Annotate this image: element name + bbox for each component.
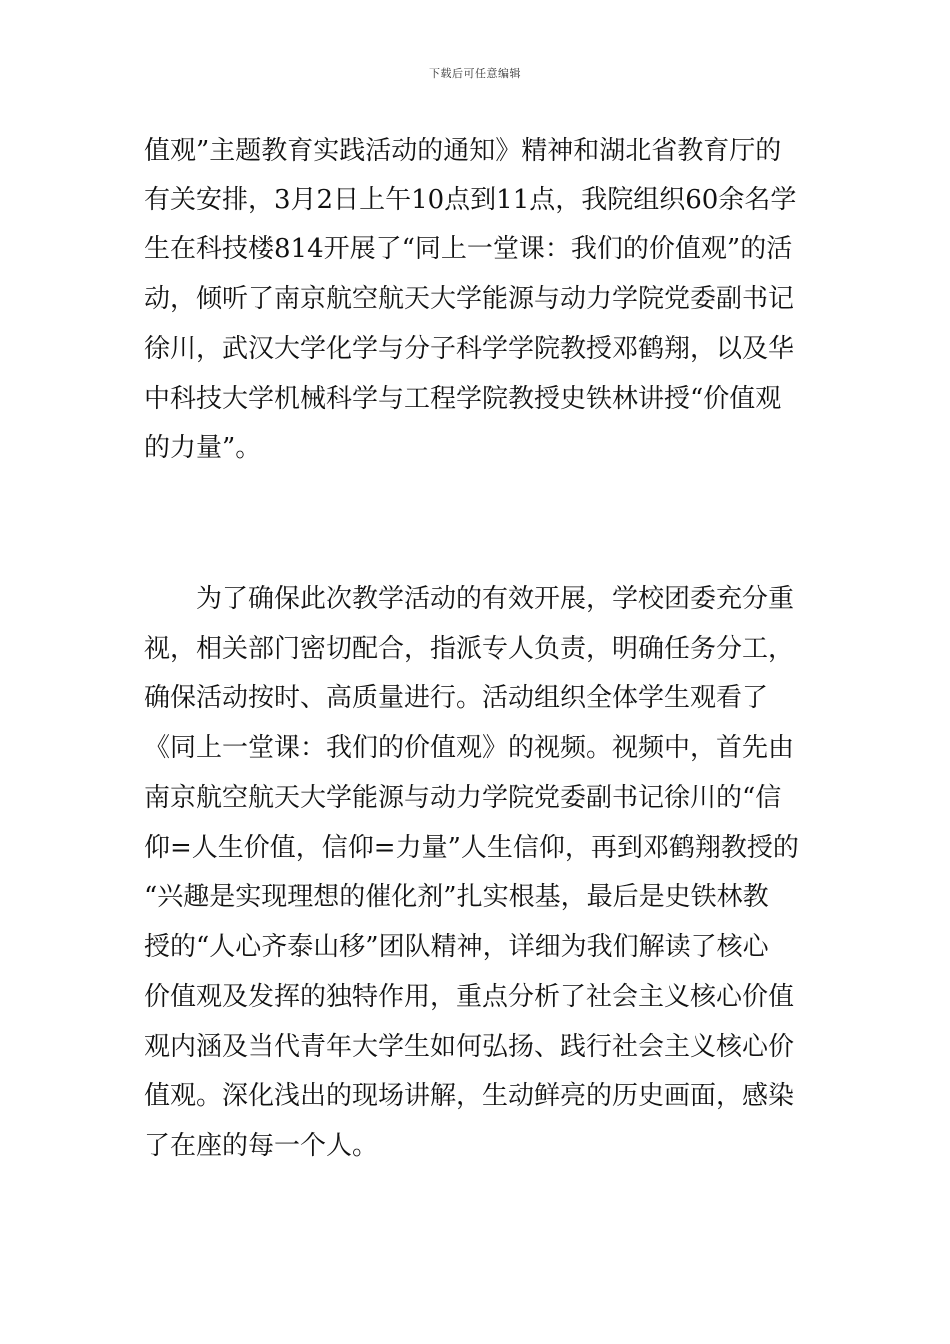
paragraph-line: 生在科技楼814开展了“同上一堂课：我们的价值观”的活	[144, 234, 793, 264]
paragraph-line: 了在座的每一个人。	[144, 1131, 379, 1161]
paragraph-line: 仰=人生价值，信仰=力量”人生信仰，再到邓鹤翔教授的	[144, 833, 799, 863]
paragraph-line: 值观”主题教育实践活动的通知》精神和湖北省教育厅的	[144, 136, 782, 166]
paragraph-line: 南京航空航天大学能源与动力学院党委副书记徐川的“信	[144, 783, 782, 813]
paragraph-line: 确保活动按时、高质量进行。活动组织全体学生观看了	[144, 683, 769, 713]
paragraph-line: 动，倾听了南京航空航天大学能源与动力学院党委副书记	[144, 284, 795, 314]
paragraph-line: 有关安排，3月2日上午10点到11点，我院组织60余名学	[144, 185, 797, 215]
paragraph-line: “兴趣是实现理想的催化剂”扎实根基，最后是史铁林教	[144, 882, 769, 912]
paragraph-line: 徐川，武汉大学化学与分子科学学院教授邓鹤翔，以及华	[144, 334, 795, 364]
paragraph-line: 价值观及发挥的独特作用，重点分析了社会主义核心价值	[144, 982, 795, 1012]
paragraph-line: 为了确保此次教学活动的有效开展，学校团委充分重	[196, 584, 795, 614]
paragraph-line: 授的“人心齐泰山移”团队精神，详细为我们解读了核心	[144, 932, 769, 962]
paragraph-line: 的力量”。	[144, 433, 262, 463]
paragraph-line: 中科技大学机械科学与工程学院教授史铁林讲授“价值观	[144, 384, 782, 414]
paragraph-line: 视，相关部门密切配合，指派专人负责，明确任务分工，	[144, 634, 795, 664]
page-header-note: 下载后可任意编辑	[429, 67, 521, 80]
paragraph-line: 观内涵及当代青年大学生如何弘扬、践行社会主义核心价	[144, 1032, 795, 1062]
paragraph-line: 值观。深化浅出的现场讲解，生动鲜亮的历史画面，感染	[144, 1081, 795, 1111]
paragraph-line: 《同上一堂课：我们的价值观》的视频。视频中，首先由	[144, 733, 795, 763]
